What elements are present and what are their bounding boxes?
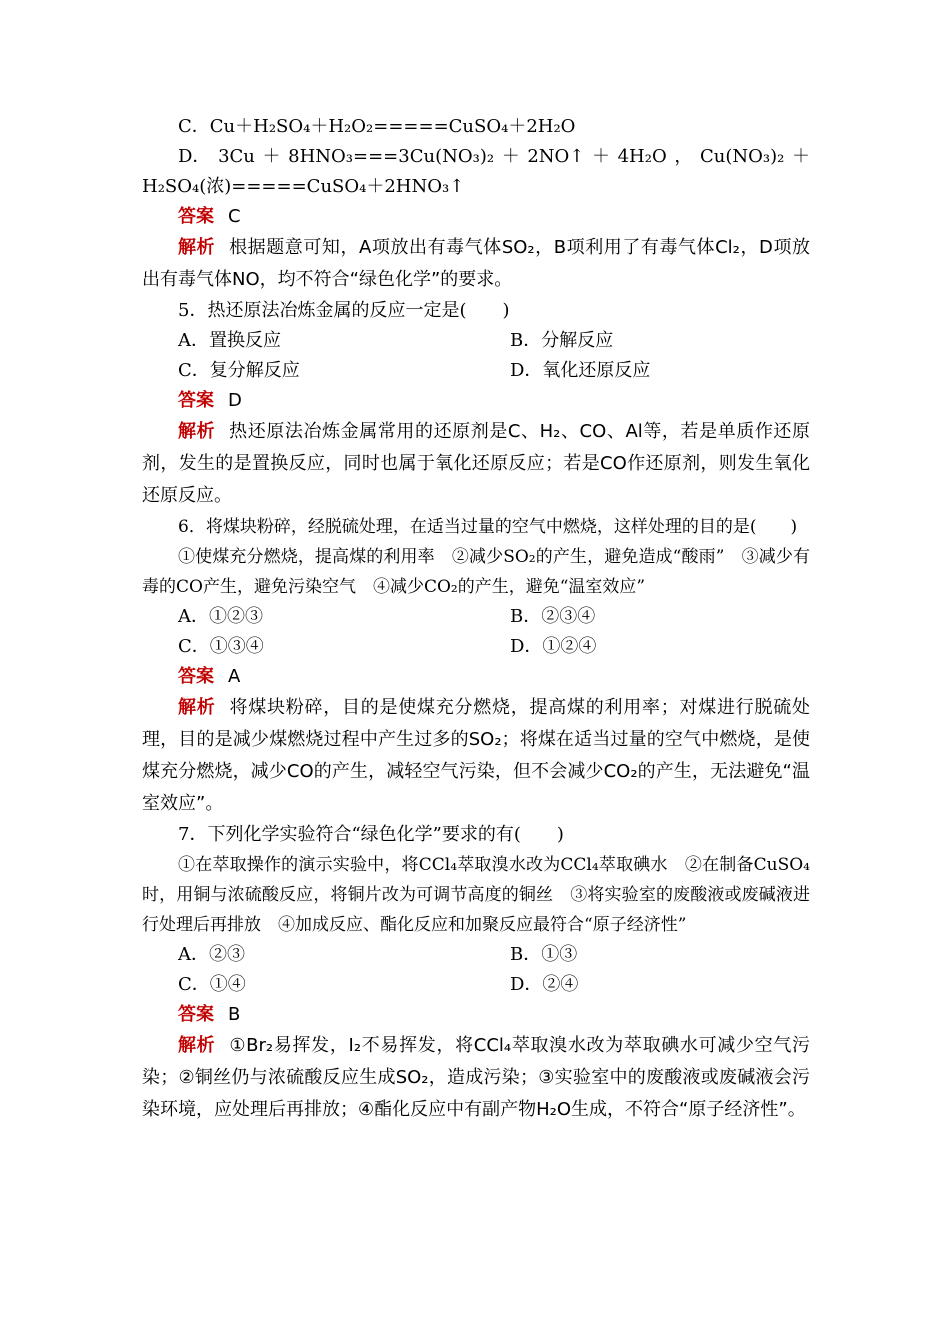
q6-option-a: A．①②③ (178, 606, 263, 627)
q5-analysis (142, 416, 810, 512)
q5-options-row-2 (142, 356, 810, 386)
eq-term: 4H₂O (617, 146, 667, 167)
q5-option-d: D．氧化还原反应 (510, 360, 651, 381)
q6-items: ①使煤充分燃烧，提高煤的利用率 ②减少SO₂的产生，避免造成“酸雨” ③减少有毒的CO产生，避免污染空气 ④减少CO₂的产生，避免“温室效应” (142, 547, 810, 597)
eq-term: 3Cu (218, 146, 255, 167)
answer-label: 答案 (178, 666, 214, 687)
eq-term: 2NO↑ (527, 146, 585, 167)
q4-answer (142, 202, 810, 232)
analysis-label: 解析 (178, 237, 216, 258)
eq-term: 8HNO₃===3Cu(NO₃)₂ (288, 146, 495, 167)
q5-stem: 5．热还原法冶炼金属的反应一定是( ) (178, 300, 510, 321)
q5-option-b: B．分解反应 (510, 330, 614, 351)
q4-analysis (142, 232, 810, 296)
eq-term: Cu(NO₃)₂ (699, 146, 785, 167)
q6-stem: 6．将煤块粉碎，经脱硫处理，在适当过量的空气中燃烧，这样处理的目的是( ) (178, 517, 798, 537)
answer-label: 答案 (178, 206, 214, 227)
q5-options-row-1 (142, 326, 810, 356)
q7-options-row-2 (142, 970, 810, 1000)
q7-stem: 7．下列化学实验符合“绿色化学”要求的有( ) (178, 824, 564, 845)
q6-analysis-text: 将煤块粉碎，目的是使煤充分燃烧，提高煤的利用率；对煤进行脱硫处理，目的是减少煤燃烧过程中产生过多的SO₂；将煤在适当过量的空气中燃烧，是使煤充分燃烧，减少CO的产生，减轻空气污染，但不会减少CO₂的产生，无法避免“温室效应”。 (142, 697, 810, 814)
q6-option-b: B．②③④ (510, 606, 596, 627)
q7-analysis (142, 1030, 810, 1126)
q4-analysis-text: 根据题意可知，A项放出有毒气体SO₂，B项利用了有毒气体Cl₂，D项放出有毒气体NO，均不符合“绿色化学”的要求。 (142, 237, 810, 290)
eq-term: ＋ (791, 146, 810, 167)
q4-option-d-line2: H₂SO₄(浓)=====CuSO₄＋2HNO₃↑ (142, 176, 465, 197)
q7-option-b: B．①③ (510, 944, 578, 965)
q7-option-c: C．①④ (178, 974, 246, 995)
q7-answer-value: B (228, 1004, 241, 1025)
q6-options-row-2 (142, 632, 810, 662)
analysis-label: 解析 (178, 697, 216, 718)
q6-options-row-1 (142, 602, 810, 632)
q5-option-c: C．复分解反应 (178, 360, 300, 381)
q7-items: ①在萃取操作的演示实验中，将CCl₄萃取溴水改为CCl₄萃取碘水 ②在制备CuSO₄时，用铜与浓硫酸反应，将铜片改为可调节高度的铜丝 ③将实验室的废酸液或废碱液进行处理后再排放 ④加成反应、酯化反应和加聚反应最符合“原子经济性” (142, 855, 810, 935)
q4-option-d-prefix: D． (178, 146, 211, 167)
content (142, 112, 810, 1126)
q5-analysis-text: 热还原法冶炼金属常用的还原剂是C、H₂、CO、Al等，若是单质作还原剂，发生的是置换反应，同时也属于氧化还原反应；若是CO作还原剂，则发生氧化还原反应。 (142, 421, 810, 506)
eq-term: ， (674, 146, 693, 167)
q6-option-d: D．①②④ (510, 636, 597, 657)
eq-term: ＋ (501, 146, 520, 167)
q7-analysis-text: ①Br₂易挥发，I₂不易挥发，将CCl₄萃取溴水改为萃取碘水可减少空气污染；②铜丝仍与浓硫酸反应生成SO₂，造成污染；③实验室中的废酸液或废碱液会污染环境，应处理后再排放；④酯化反应中有副产物H₂O生成，不符合“原子经济性”。 (142, 1035, 810, 1120)
q5-answer-value: D (228, 390, 242, 411)
q7-option-d: D．②④ (510, 974, 579, 995)
q6-analysis (142, 692, 810, 820)
answer-label: 答案 (178, 1004, 214, 1025)
eq-term: ＋ (591, 146, 610, 167)
q7-answer (142, 1000, 810, 1030)
answer-label: 答案 (178, 390, 214, 411)
q6-answer-value: A (228, 666, 241, 687)
q6-answer (142, 662, 810, 692)
q4-answer-value: C (228, 206, 241, 227)
q6-option-c: C．①③④ (178, 636, 264, 657)
analysis-label: 解析 (178, 421, 216, 442)
q5-answer (142, 386, 810, 416)
eq-term: ＋ (262, 146, 281, 167)
q7-option-a: A．②③ (178, 944, 245, 965)
q4-option-d (142, 142, 810, 172)
q4-option-c: C．Cu＋H₂SO₄＋H₂O₂=====CuSO₄＋2H₂O (178, 116, 576, 137)
q7-options-row-1 (142, 940, 810, 970)
q5-option-a: A．置换反应 (178, 330, 281, 351)
analysis-label: 解析 (178, 1035, 216, 1056)
